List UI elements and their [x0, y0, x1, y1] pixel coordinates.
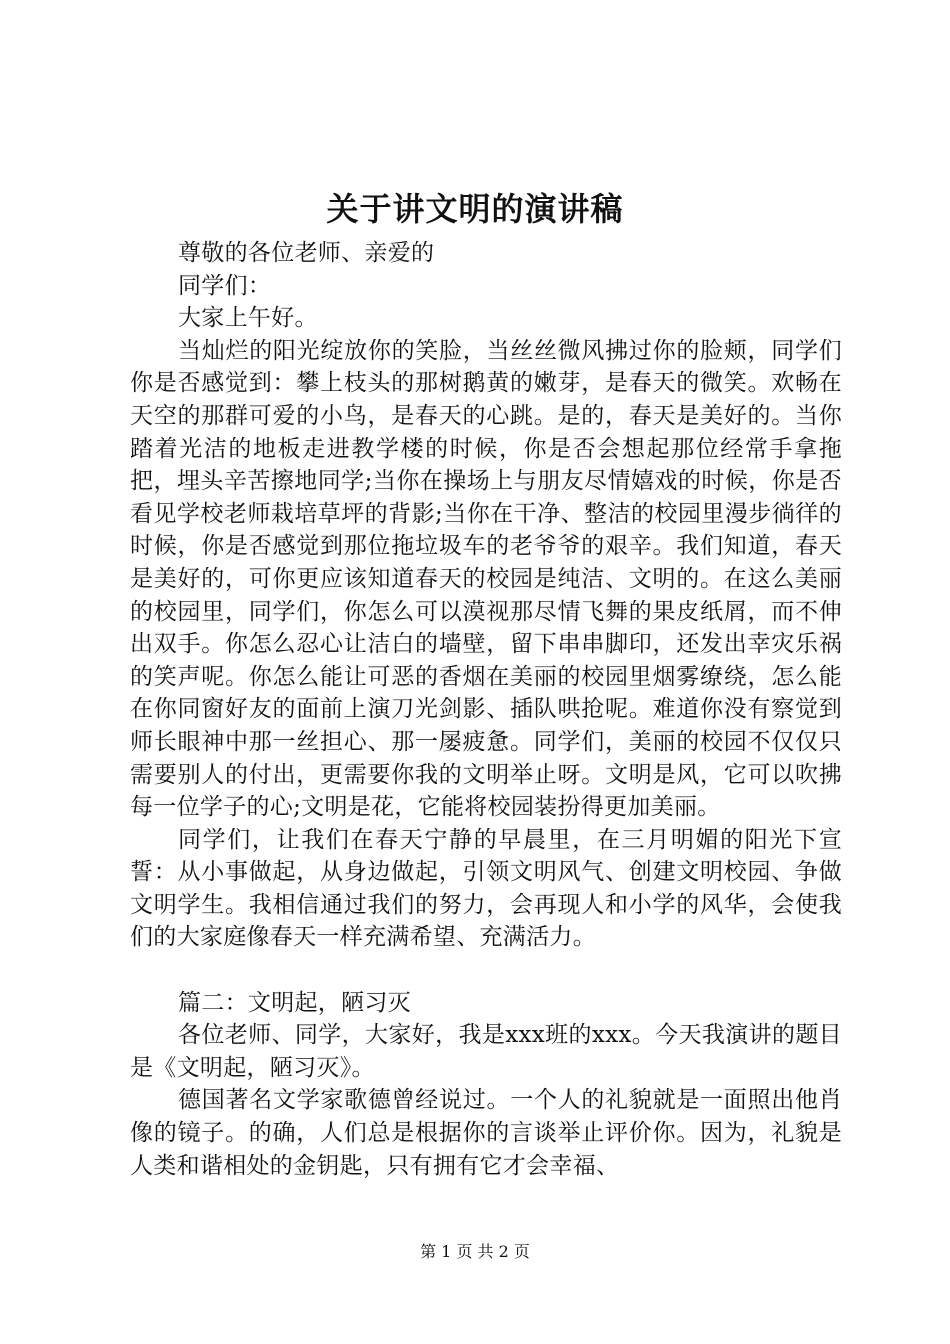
document-title: 关于讲文明的演讲稿 [326, 190, 624, 228]
page-number-footer: 第 1 页 共 2 页 [420, 1242, 530, 1261]
paragraph-body: 德国著名文学家歌德曾经说过。一个人的礼貌就是一面照出他肖像的镜子。的确，人们总是根据你的言谈举止评价你。因为，礼貌是人类和谐相处的金钥匙，只有拥有它才会幸福、 [130, 1087, 842, 1179]
document-body [130, 237, 842, 1182]
paragraph-salutation: 尊敬的各位老师、亲爱的 [178, 240, 435, 266]
section-heading: 篇二：文明起，陋习灭 [178, 989, 411, 1016]
paragraph-greeting: 大家上午好。 [178, 305, 318, 332]
paragraph-body: 当灿烂的阳光绽放你的笑脸，当丝丝微风拂过你的脸颊，同学们你是否感觉到：攀上枝头的那树鹅黄的嫩芽，是春天的微笑。欢畅在天空的那群可爱的小鸟，是春天的心跳。是的，春天是美好的。当你踏着光洁的地板走进教学楼的时候，你是否会想起那位经常手拿拖把，埋头辛苦擦地同学;当你在操场上与朋友尽情嬉戏的时候，你是否看见学校老师栽培草坪的背影;当你在干净、整洁的校园里漫步徜徉的时候，你是否感觉到那位拖垃圾车的老爷爷的艰辛。我们知道，春天是美好的，可你更应该知道春天的校园是纯洁、文明的。在这么美丽的校园里，同学们，你怎么可以漠视那尽情飞舞的果皮纸屑，而不伸出双手。你怎么忍心让洁白的墙壁，留下串串脚印，还发出幸灾乐祸的笑声呢。你怎么能让可恶的香烟在美丽的校园里烟雾缭绕，怎么能在你同窗好友的面前上演刀光剑影、插队哄抢呢。难道你没有察觉到师长眼神中那一丝担心、那一屡疲惫。同学们，美丽的校园不仅仅只需要别人的付出，更需要你我的文明举止呀。文明是风，它可以吹拂每一位学子的心;文明是花，它能将校园装扮得更加美丽。 [130, 337, 842, 821]
paragraph-salutation-cont: 同学们： [178, 272, 272, 299]
paragraph-body: 各位老师、同学，大家好，我是xxx班的xxx。今天我演讲的题目是《文明起，陋习灭》。 [130, 1022, 842, 1081]
paragraph-body: 同学们，让我们在春天宁静的早晨里，在三月明媚的阳光下宣誓：从小事做起，从身边做起，引领文明风气、创建文明校园、争做文明学生。我相信通过我们的努力，会再现人和小学的风华，会使我们的大家庭像春天一样充满希望、充满活力。 [130, 826, 842, 951]
